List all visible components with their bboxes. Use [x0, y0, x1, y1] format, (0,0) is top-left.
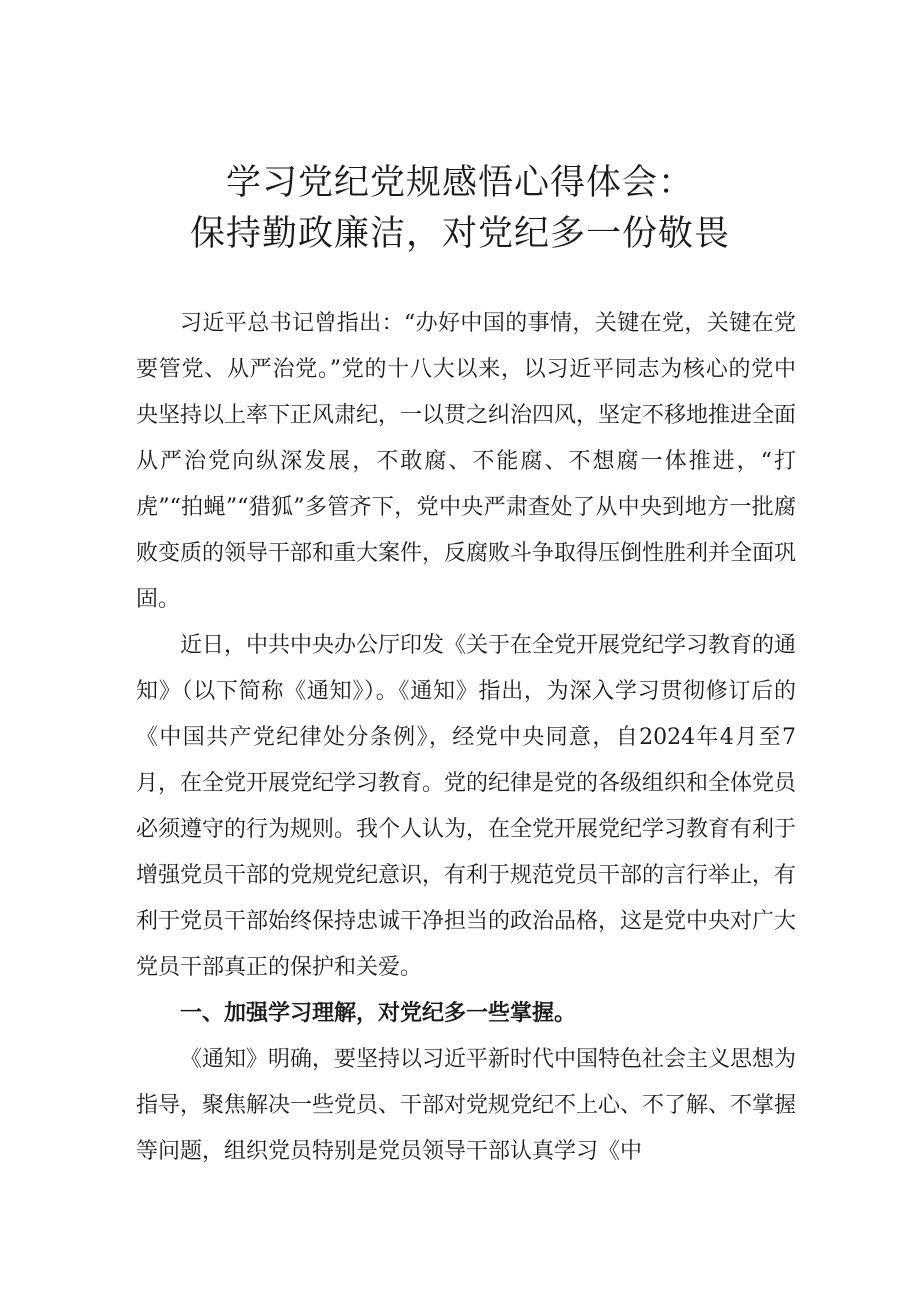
paragraph-2: 近日，中共中央办公厅印发《关于在全党开展党纪学习教育的通知》（以下简称《通知》）。《通知》指出，为深入学习贯彻修订后的《中国共产党纪律处分条例》，经党中央同意，自2024年4月至7月，在全党开展党纪学习教育。党的纪律是党的各级组织和全体党员必须遵守的行为规则。我个人认为，在全党开展党纪学习教育有利于增强党员干部的党规党纪意识，有利于规范党员干部的言行举止，有利于党员干部始终保持忠诚干净担当的政治品格，这是党中央对广大党员干部真正的保护和关爱。: [136, 633, 797, 980]
paragraph-3: 《通知》明确，要坚持以习近平新时代中国特色社会主义思想为指导，聚焦解决一些党员、干部对党规党纪不上心、不了解、不掌握等问题，组织党员特别是党员领导干部认真学习《中: [136, 1047, 797, 1164]
section-heading: 一、加强学习理解，对党纪多一些掌握。: [180, 1001, 577, 1026]
title-line-2: 保持勤政廉洁，对党纪多一份敬畏: [189, 214, 730, 254]
paragraph-1: 习近平总书记曾指出：“办好中国的事情，关键在党，关键在党要管党、从严治党。”党的十八大以来，以习近平同志为核心的党中央坚持以上率下正风肃纪，一以贯之纠治四风，坚定不移地推进全面从严治党向纵深发展，不敢腐、不能腐、不想腐一体推进，“打虎”“拍蝇”“猎狐”多管齐下，党中央严肃查处了从中央到地方一批腐败变质的领导干部和重大案件，反腐败斗争取得压倒性胜利并全面巩固。: [136, 311, 797, 612]
title-line-1: 学习党纪党规感悟心得体会：: [225, 163, 694, 203]
document-title: [0, 158, 920, 260]
document-body: [136, 301, 796, 1175]
